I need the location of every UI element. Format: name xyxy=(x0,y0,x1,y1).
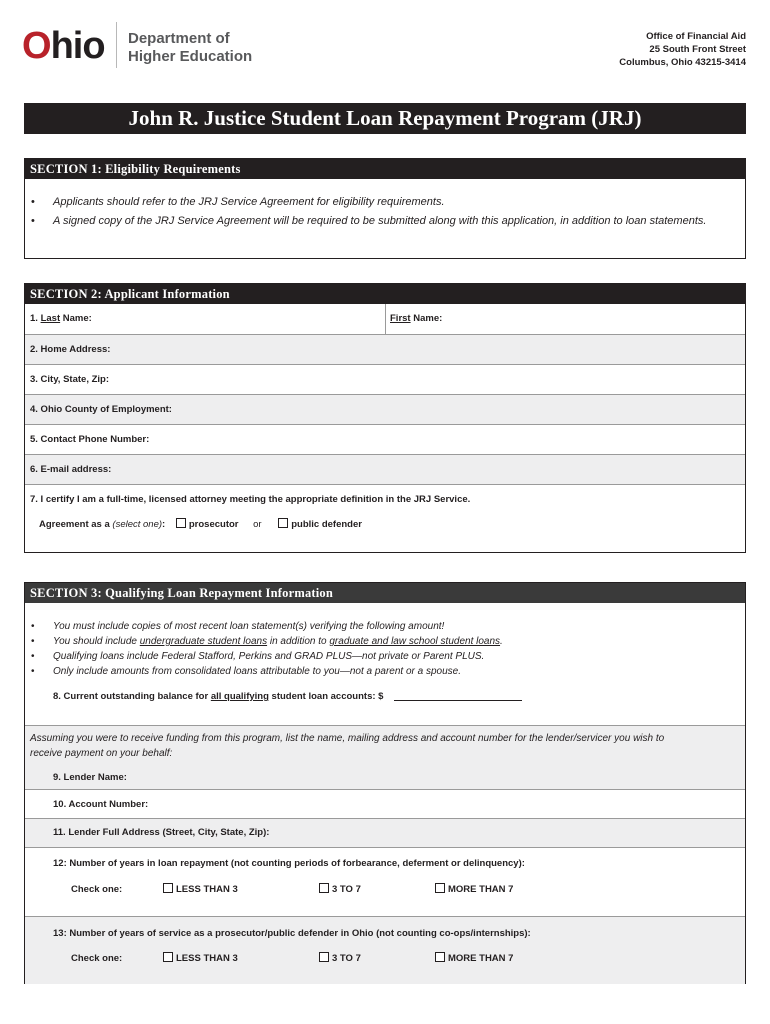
prosecutor-checkbox[interactable] xyxy=(176,518,186,528)
balance-field[interactable] xyxy=(53,691,745,715)
3-to-7-label: 3 TO 7 xyxy=(332,953,361,964)
form-title: John R. Justice Student Loan Repayment Program (JRJ) xyxy=(24,103,746,134)
instruction-item: • You must include copies of most recent loan statement(s) verifying the following amount! xyxy=(53,619,733,634)
email-field[interactable]: 6. E-mail address: xyxy=(25,454,745,484)
instruction-item xyxy=(53,634,733,649)
prosecutor-label: prosecutor xyxy=(188,519,239,530)
3-to-7-label: 3 TO 7 xyxy=(332,884,361,895)
more-than-7-label: MORE THAN 7 xyxy=(448,884,514,895)
eligibility-item: • A signed copy of the JRJ Service Agreement will be required to be submitted along with this application, in addition to loan statements. xyxy=(53,214,733,229)
check-one-label: Check one: xyxy=(71,884,123,895)
public-defender-checkbox[interactable] xyxy=(278,518,288,528)
last-label: Last xyxy=(40,313,61,324)
section-3-heading: SECTION 3: Qualifying Loan Repayment Information xyxy=(25,583,745,603)
ohio-logo-o: O xyxy=(22,25,51,67)
service-3-to-7-option[interactable] xyxy=(319,952,361,964)
name-divider xyxy=(385,304,386,334)
service-more-than-7-option[interactable] xyxy=(435,952,513,964)
instruction-text: You should include xyxy=(53,636,137,647)
office-line-3: Columbus, Ohio 43215-3414 xyxy=(619,57,746,68)
first-name-field[interactable] xyxy=(390,304,442,334)
section-2-heading: SECTION 2: Applicant Information xyxy=(25,284,745,304)
repayment-years-row xyxy=(25,847,745,916)
balance-label: 8. Current outstanding balance for xyxy=(53,691,209,702)
more-than-7-label: MORE THAN 7 xyxy=(448,953,514,964)
city-state-zip-field[interactable]: 3. City, State, Zip: xyxy=(25,364,745,394)
county-employment-field[interactable]: 4. Ohio County of Employment: xyxy=(25,394,745,424)
office-line-2: 25 South Front Street xyxy=(649,44,746,55)
agreement-label: Agreement as a xyxy=(39,519,110,530)
repayment-more-than-7-option[interactable] xyxy=(435,883,513,895)
department-name xyxy=(128,30,252,66)
certification-row xyxy=(25,484,745,543)
lender-address-row xyxy=(25,818,745,847)
public-defender-option[interactable] xyxy=(278,519,362,530)
q1-number: 1. xyxy=(30,313,38,324)
name-row xyxy=(25,304,745,334)
certification-text: 7. I certify I am a full-time, licensed attorney meeting the appropriate definition in the JRJ Service. xyxy=(30,494,471,505)
home-address-field[interactable]: 2. Home Address: xyxy=(25,334,745,364)
check-one-label: Check one: xyxy=(71,953,123,964)
repayment-less-than-3-checkbox[interactable] xyxy=(163,883,173,893)
position-select xyxy=(30,518,745,532)
last-name-label: Name: xyxy=(62,313,92,324)
repayment-years-question: 12: Number of years in loan repayment (not counting periods of forbearance, deferment or delinquency): xyxy=(53,858,525,869)
balance-input-line[interactable] xyxy=(394,700,522,701)
logo-divider xyxy=(116,22,117,68)
or-text: or xyxy=(253,519,262,530)
select-one-hint: (select one) xyxy=(112,519,163,530)
lender-name-field[interactable]: 9. Lender Name: xyxy=(53,772,127,783)
service-less-than-3-checkbox[interactable] xyxy=(163,952,173,962)
section-3-loan-info xyxy=(24,582,746,984)
lender-address-field[interactable]: 11. Lender Full Address (Street, City, State, Zip): xyxy=(53,827,270,838)
department-line-2: Higher Education xyxy=(128,48,253,65)
eligibility-item: • Applicants should refer to the JRJ Service Agreement for eligibility requirements. xyxy=(53,195,733,210)
undergraduate-loans-text: undergraduate student loans xyxy=(139,636,268,647)
first-label: First xyxy=(390,313,411,324)
service-years-question: 13: Number of years of service as a prosecutor/public defender in Ohio (not counting co-ops/internships): xyxy=(53,928,531,939)
instruction-text: . xyxy=(500,636,503,647)
balance-label-end: student loan accounts: $ xyxy=(271,691,384,702)
section-1-heading: SECTION 1: Eligibility Requirements xyxy=(25,159,745,179)
agreement-colon: : xyxy=(162,519,166,530)
all-qualifying-text: all qualifying xyxy=(210,691,269,702)
graduate-loans-text: graduate and law school student loans xyxy=(329,636,501,647)
department-line-1: Department of xyxy=(128,30,230,47)
office-address xyxy=(619,30,746,69)
service-more-than-7-checkbox[interactable] xyxy=(435,952,445,962)
instruction-item: • Qualifying loans include Federal Stafford, Perkins and GRAD PLUS—not private or Parent PLUS. xyxy=(53,649,733,664)
less-than-3-label: LESS THAN 3 xyxy=(176,953,238,964)
section-1-eligibility xyxy=(24,158,746,259)
prosecutor-option[interactable] xyxy=(176,519,239,530)
repayment-3-to-7-option[interactable] xyxy=(319,883,361,895)
instruction-text: in addition to xyxy=(269,636,327,647)
ohio-logo xyxy=(22,24,105,68)
phone-number-field[interactable]: 5. Contact Phone Number: xyxy=(25,424,745,454)
account-number-field[interactable]: 10. Account Number: xyxy=(53,799,149,810)
loan-instructions-list xyxy=(53,619,733,679)
office-line-1: Office of Financial Aid xyxy=(646,31,746,42)
eligibility-list xyxy=(53,195,733,229)
last-name-field[interactable] xyxy=(30,313,92,324)
section-2-applicant-info xyxy=(24,283,746,553)
service-years-row xyxy=(25,916,745,985)
lender-instructions-line-1: Assuming you were to receive funding from this program, list the name, mailing address and account number for the lender/servicer you wish to xyxy=(30,733,665,744)
account-number-row xyxy=(25,789,745,818)
lender-block xyxy=(25,725,745,984)
repayment-less-than-3-option[interactable] xyxy=(163,883,238,895)
service-3-to-7-checkbox[interactable] xyxy=(319,952,329,962)
less-than-3-label: LESS THAN 3 xyxy=(176,884,238,895)
repayment-more-than-7-checkbox[interactable] xyxy=(435,883,445,893)
instruction-item: • Only include amounts from consolidated loans attributable to you—not a parent or a spouse. xyxy=(53,664,733,679)
lender-instructions-line-2: receive payment on your behalf: xyxy=(30,748,173,759)
service-less-than-3-option[interactable] xyxy=(163,952,238,964)
lender-instructions xyxy=(25,726,745,761)
first-name-label: Name: xyxy=(413,313,443,324)
public-defender-label: public defender xyxy=(291,519,362,530)
repayment-3-to-7-checkbox[interactable] xyxy=(319,883,329,893)
ohio-logo-text: hio xyxy=(50,25,105,67)
